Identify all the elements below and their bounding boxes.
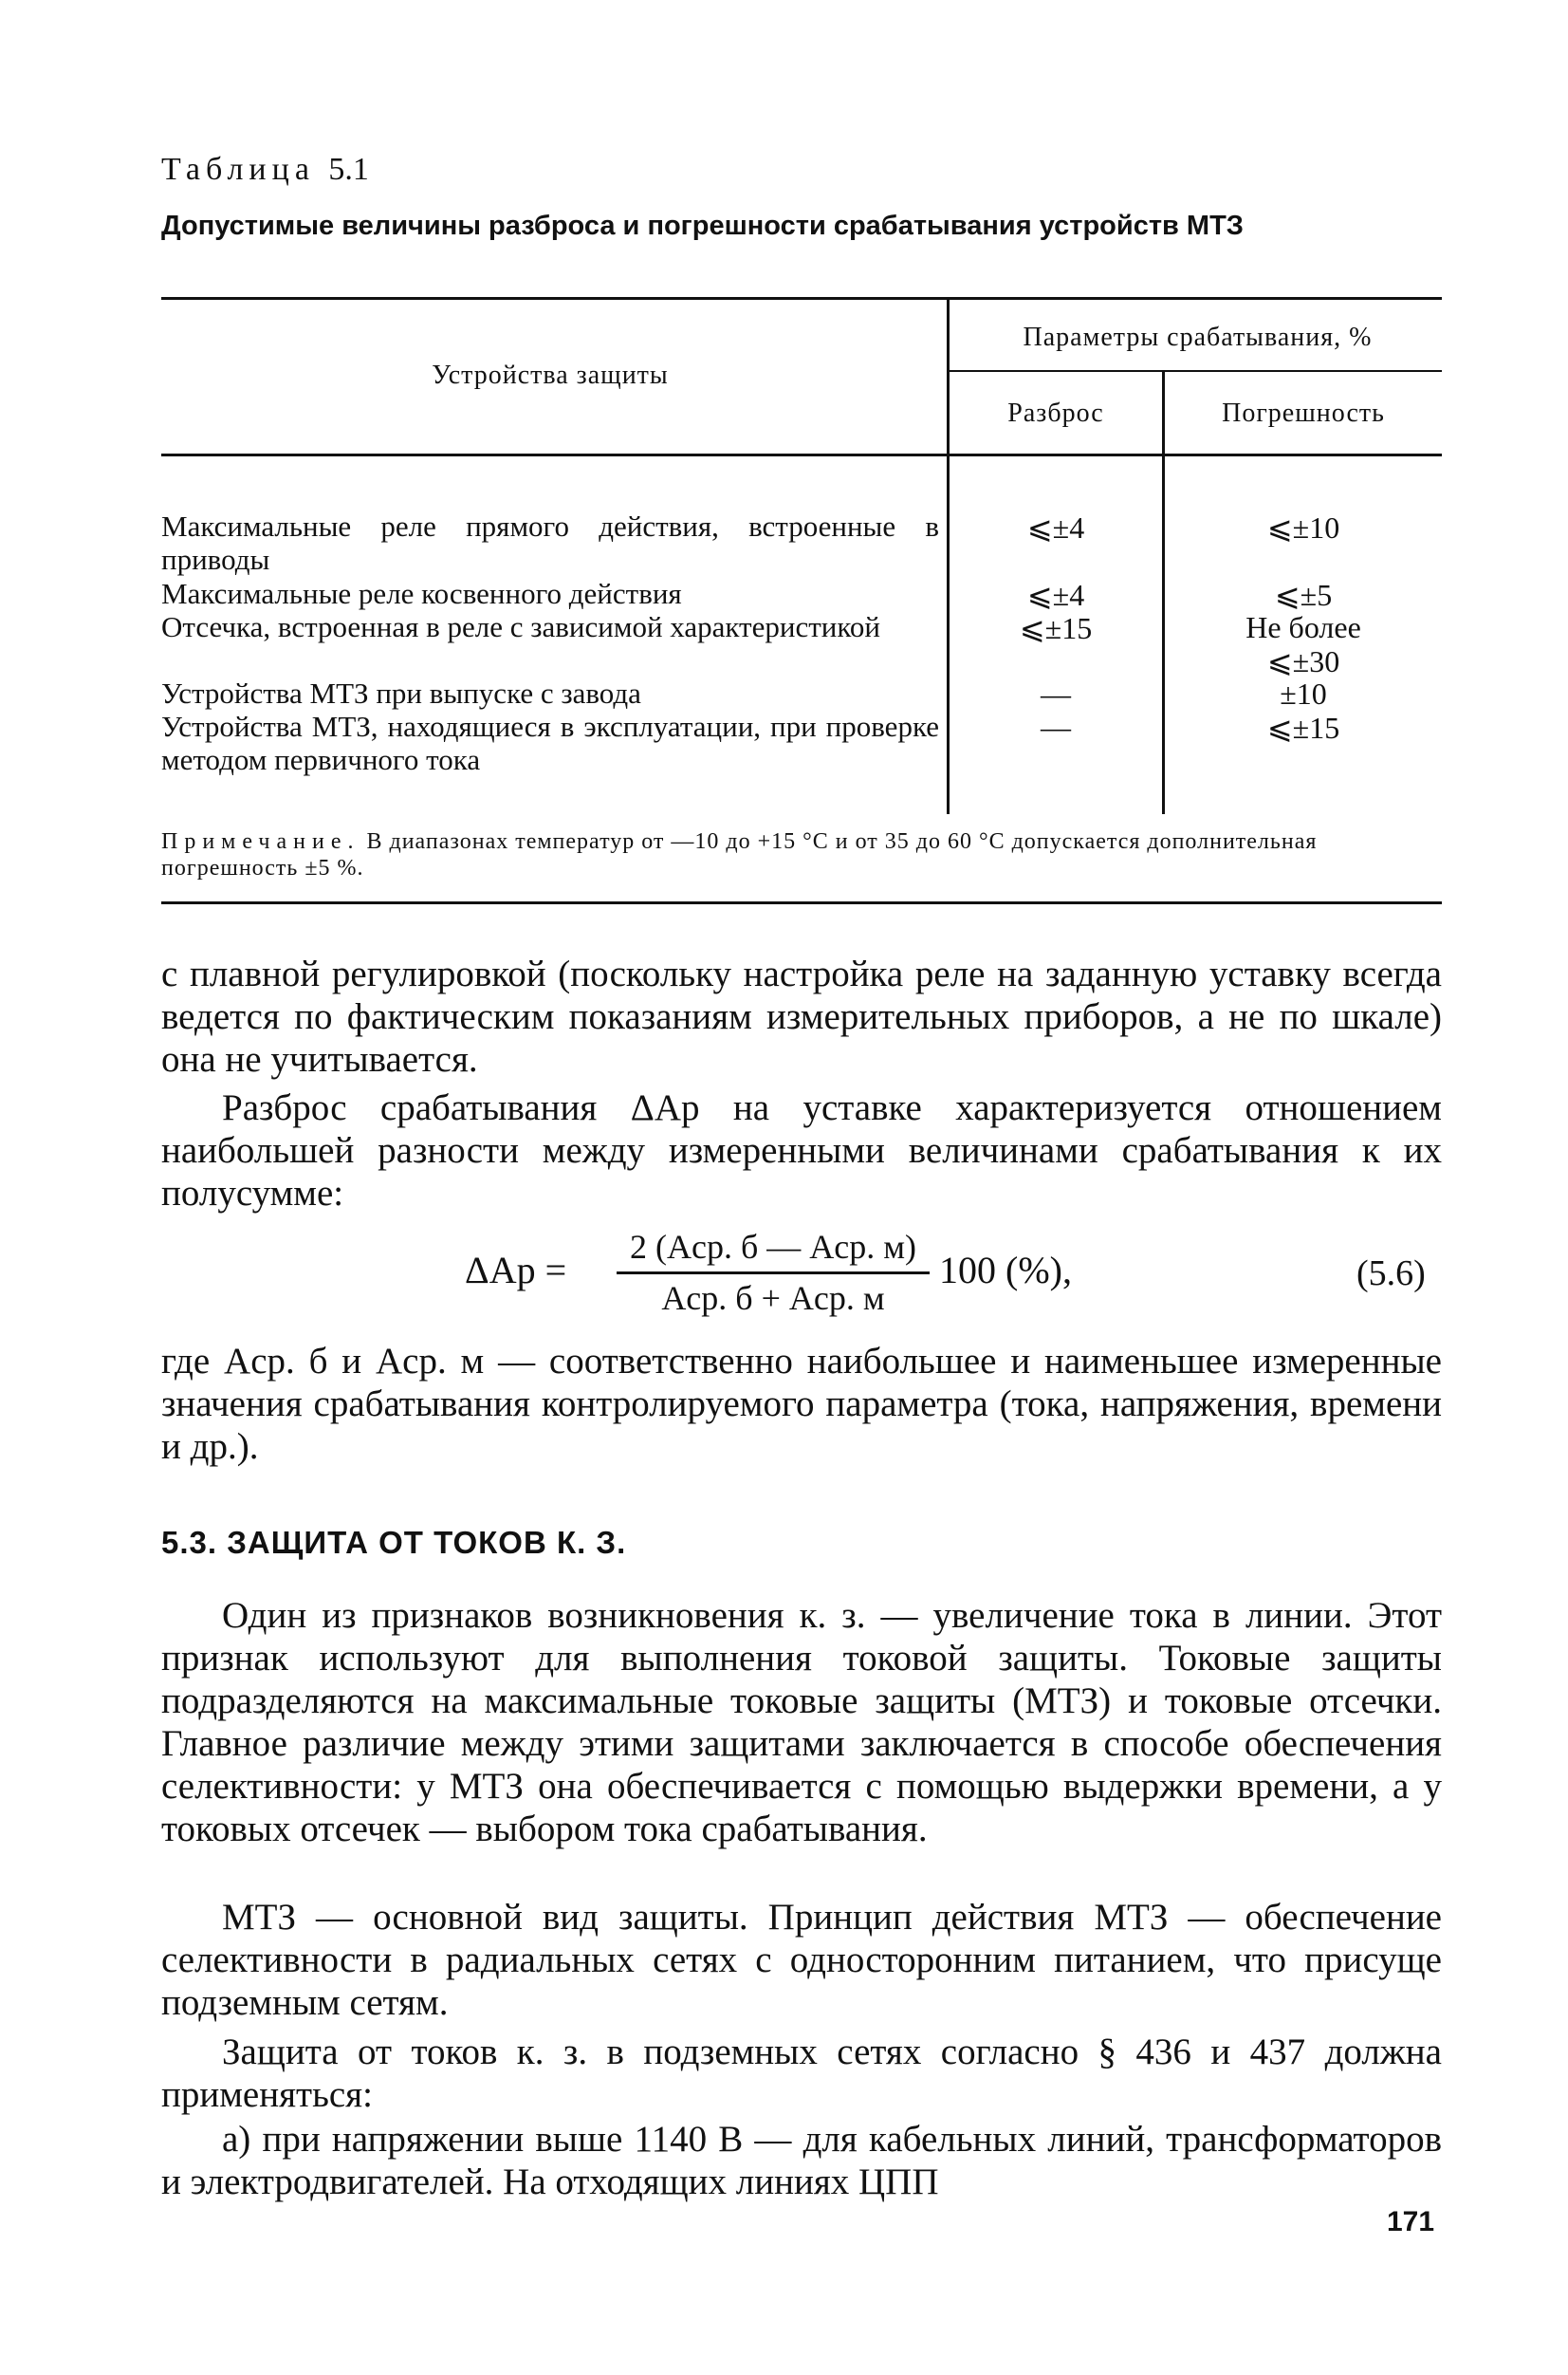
table-row-1-spread: ⩽±4: [1026, 510, 1085, 545]
table-caption-word: Таблица: [161, 152, 315, 187]
paragraph-1: с плавной регулировкой (поскольку настройка реле на заданную уставку всегда ведется по фактическим показаниям измерительных приборов, а не по шкале) она не учитывается.: [161, 954, 1442, 1080]
section-heading: 5.3. ЗАЩИТА ОТ ТОКОВ К. З.: [161, 1525, 627, 1560]
table-caption: [161, 152, 369, 188]
paragraph-6: Защита от токов к. з. в подземных сетях согласно § 436 и 437 должна применяться:: [161, 2032, 1442, 2115]
paragraph-5: МТЗ — основной вид защиты. Принцип действия МТЗ — обеспечение селективности в радиальных сетях с односторонним питанием, что присуще подземным сетям.: [161, 1897, 1442, 2023]
header-error: Погрешность: [1222, 399, 1385, 428]
fraction-bar: [617, 1271, 930, 1274]
paragraph-4: Один из признаков возникновения к. з. — увеличение тока в линии. Этот признак используют для выполнения токовой защиты. Токовые защиты подразделяются на максимальные токовые защиты (МТЗ) и токовые отсечки. Главное различие между этими защитами заключается в способе обеспечения селективности: у МТЗ она обеспечивается с помощью выдержки времени, а у токовых отсечек — выбором тока срабатывания.: [161, 1595, 1442, 1849]
table-row-3-error: Не более: [1245, 610, 1361, 644]
header-spread: Разброс: [1007, 399, 1104, 428]
table-row-3-spread: ⩽±15: [1019, 611, 1093, 645]
paragraph-3: где Aср. б и Aср. м — соответственно наибольшее и наименьшее измеренные значения срабатывания контролируемого параметра (тока, напряжения, времени и др.).: [161, 1341, 1442, 1467]
table-row-6-error: ⩽±15: [1266, 711, 1340, 745]
paragraph-2: Разброс срабатывания ΔAр на уставке характеризуется отношением наибольшей разности между измеренными величинами срабатывания к их полусумме:: [161, 1087, 1442, 1214]
table-note-label: Примечание.: [161, 829, 360, 854]
page-number: 171: [1387, 2206, 1435, 2237]
table-title: Допустимые величины разброса и погрешности срабатывания устройств МТЗ: [161, 211, 1244, 241]
table-note: [161, 828, 1442, 881]
formula-denominator: Aср. б + Aср. м: [661, 1279, 885, 1317]
formula-right: 100 (%),: [939, 1249, 1072, 1291]
table-row-3-device: Отсечка, встроенная в реле с зависимой характеристикой: [161, 610, 880, 643]
table-row-5-spread: —: [1041, 677, 1071, 711]
equation-number: (5.6): [1356, 1253, 1426, 1293]
table-row-5-device: Устройства МТЗ при выпуске с завода: [161, 677, 641, 710]
table-top-rule: [161, 297, 1442, 300]
table-row-4-error: ⩽±30: [1266, 644, 1340, 678]
table-row-1-error: ⩽±10: [1266, 510, 1340, 545]
table-bottom-rule: [161, 901, 1442, 904]
header-bottom-rule: [161, 454, 1442, 456]
table-row-6-spread: —: [1041, 710, 1071, 744]
formula-left: ΔAр =: [465, 1249, 567, 1291]
table-note-text: В диапазонах температур от —10 до +15 °C и от 35 до 60 °C допускается дополнительная погрешность ±5 %.: [161, 829, 1318, 881]
paragraph-7: а) при напряжении выше 1140 В — для кабельных линий, трансформаторов и электродвигателей. На отходящих линиях ЦПП: [161, 2119, 1442, 2202]
header-params: Параметры срабатывания, %: [1023, 323, 1373, 352]
params-header-rule: [949, 370, 1442, 372]
table-row-2-spread: ⩽±4: [1026, 578, 1085, 612]
table-caption-number: 5.1: [328, 152, 369, 187]
table-row-5-error: ±10: [1280, 677, 1327, 711]
header-devices: Устройства защиты: [432, 361, 669, 390]
formula-numerator: 2 (Aср. б — Aср. м): [629, 1228, 917, 1266]
table-row-6-device: Устройства МТЗ, находящиеся в эксплуатации, при проверке методом первичного тока: [161, 710, 939, 776]
table-row-2-device: Максимальные реле косвенного действия: [161, 577, 682, 610]
table-row-1-device: Максимальные реле прямого действия, встроенные в приводы: [161, 510, 939, 576]
table-row-2-error: ⩽±5: [1274, 578, 1333, 612]
